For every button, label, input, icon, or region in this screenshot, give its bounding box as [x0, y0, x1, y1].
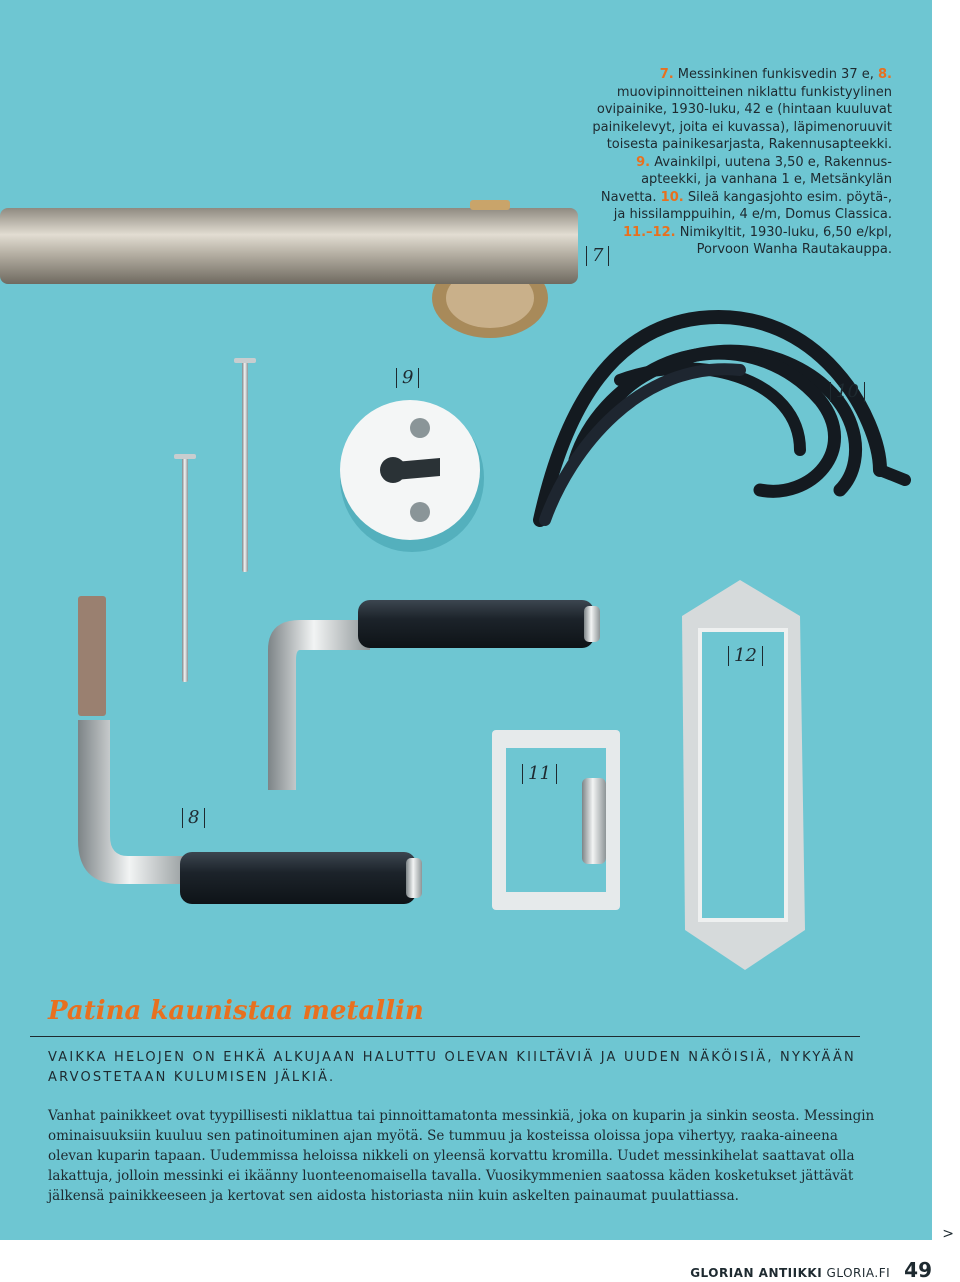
article-lead: VAIKKA HELOJEN ON EHKÄ ALKUJAAN HALUTTU OLEVAN KIILTÄVIÄ JA UUDEN NÄKÖISIÄ, NYKYÄÄN ARVOSTETAAN KULUMISEN JÄLKIÄ. — [48, 1050, 856, 1085]
caption-text: Avainkilpi, uutena 3,50 e, Rakennus-apteekki, ja vanhana 1 e, Metsänkylän Navetta. — [600, 154, 892, 205]
caption-text: Sileä kangasjohto esim. pöytä-, ja hissilamppuihin, 4 e/m, Domus Classica. — [613, 189, 892, 222]
label-holder-tall-image — [682, 580, 805, 970]
item-label-7: 7 — [586, 246, 609, 266]
bar-pull-image — [0, 200, 578, 338]
article-body: Vanhat painikkeet ovat tyypillisesti niklattua tai pinnoittamatonta messinkiä, joka on kuparin ja sinkin seosta. Messingin ominaisuuksiin kuuluu sen patinoituminen ajan myötä. Se tummuu ja kosteissa oloissa jopa vihertyy, raaka-aineena olevan kuparin tapaan. Uudemmissa heloissa nikkeli on yleensä korvattu kromilla. Uudet messinkihelat saattavat olla lakattuja, jolloin messinki ei ikäänny luonteenomaisella tavalla. Vuosikymmenien saatossa käden kosketukset jättävät jälkensä painikkeeseen ja kertovat sen aidosta historiasta niin kuin askelten painaumat puulattiassa. — [48, 1108, 875, 1204]
caption-num: 8. — [878, 67, 892, 82]
caption-num: 9. — [636, 154, 651, 170]
item-label-9: 9 — [396, 368, 419, 388]
caption-num: 10. — [660, 189, 684, 205]
cord-image — [540, 317, 905, 520]
footer-brand-name: GLORIAN ANTIIKKI — [690, 1266, 823, 1280]
article-headline: Patina kaunistaa metallin — [48, 996, 424, 1026]
caption-text: Nimikyltit, 1930-luku, 6,50 e/kpl, Porvoon Wanha Rautakauppa. — [675, 224, 892, 257]
page-footer — [690, 1258, 932, 1282]
escutcheon-image — [340, 400, 484, 552]
footer-site[interactable]: GLORIA.FI — [826, 1266, 891, 1280]
caption-text: muovipinnoitteinen niklattu funkistyylinen ovipainike, 1930-luku, 42 e (hintaan kuuluvat painikelevyt, joita ei kuvassa), läpimenoruuvit toisesta painikesarjasta, Rakennusapteekki. — [592, 84, 892, 152]
item-label-12: 12 — [728, 646, 763, 666]
screws-image — [174, 358, 256, 682]
next-page-arrow[interactable]: > — [942, 1226, 954, 1242]
caption-text: Messinkinen funkisvedin 37 e, — [673, 67, 874, 82]
product-caption — [592, 66, 892, 259]
footer-brand — [690, 1266, 890, 1280]
item-label-11: 11 — [522, 764, 557, 784]
headline-rule — [30, 1036, 860, 1037]
page-number: 49 — [904, 1258, 932, 1282]
label-holder-small-image — [492, 730, 620, 910]
caption-num: 7. — [659, 67, 674, 82]
item-label-8: 8 — [182, 808, 205, 828]
item-label-10: 10 — [830, 382, 865, 402]
caption-num: 11.–12. — [623, 224, 676, 240]
